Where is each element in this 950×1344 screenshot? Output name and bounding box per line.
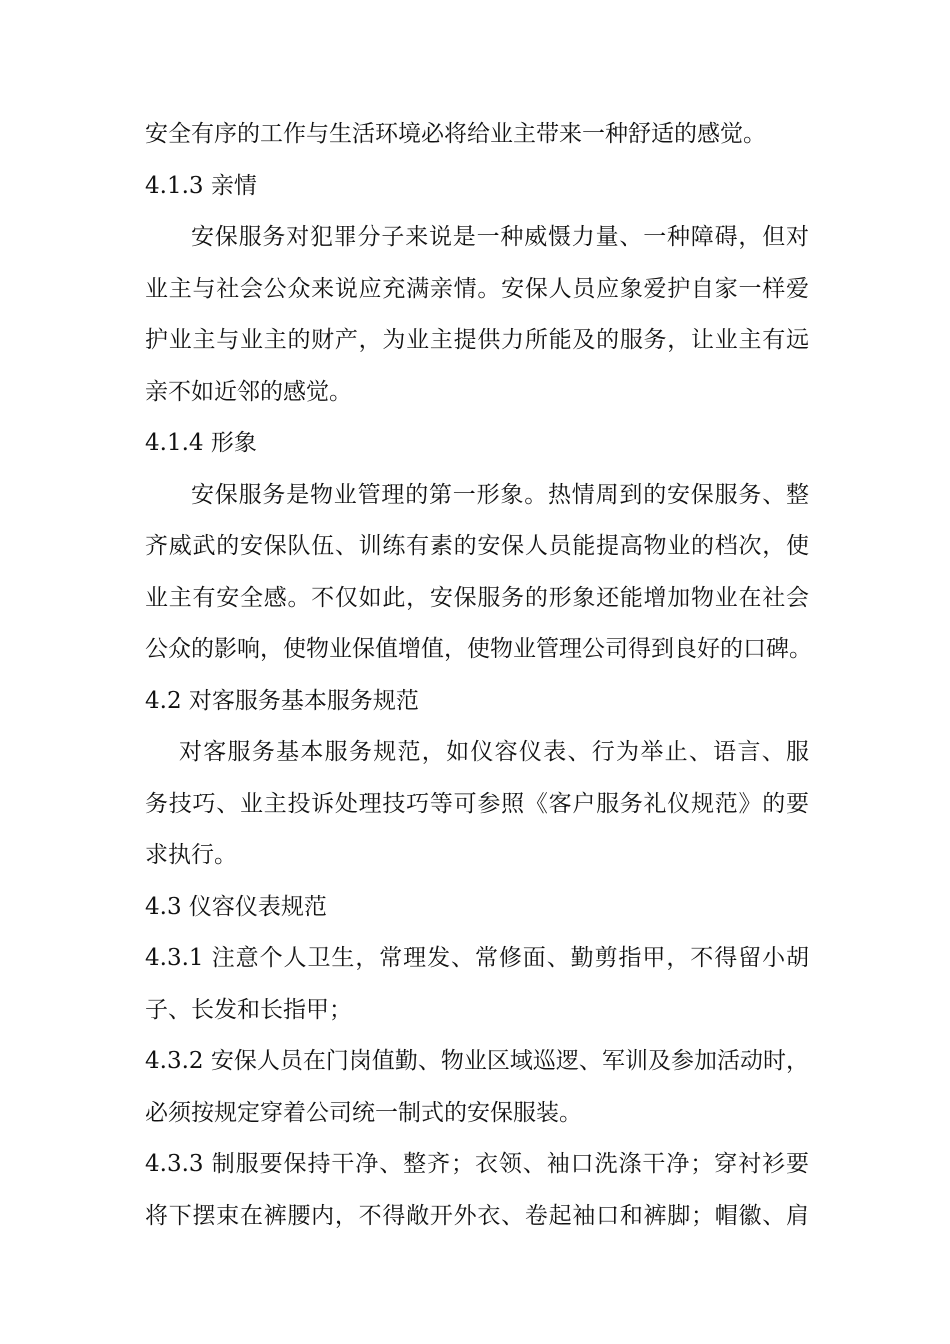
- paragraph-line: 4.3.3 制服要保持干净、整齐；衣领、袖口洗涤干净；穿衬衫要: [145, 1151, 809, 1177]
- paragraph-line: 对客服务基本服务规范，如仪容仪表、行为举止、语言、服: [179, 739, 809, 765]
- paragraph-line: 安全有序的工作与生活环境必将给业主带来一种舒适的感觉。: [145, 121, 766, 147]
- paragraph-line: 求执行。: [145, 842, 237, 868]
- paragraph-line: 将下摆束在裤腰内，不得敞开外衣、卷起袖口和裤脚；帽徽、肩: [145, 1202, 809, 1229]
- paragraph-line: 4.3.1 注意个人卫生，常理发、常修面、勤剪指甲，不得留小胡: [145, 945, 809, 971]
- paragraph-line: 业主与社会公众来说应充满亲情。安保人员应象爱护自家一样爱: [145, 275, 809, 302]
- paragraph-line: 子、长发和长指甲；: [145, 996, 352, 1023]
- paragraph-line: 业主有安全感。不仅如此，安保服务的形象还能增加物业在社会: [145, 584, 809, 611]
- paragraph-line: 必须按规定穿着公司统一制式的安保服装。: [145, 1099, 582, 1126]
- section-heading-4-2: 4.2 对客服务基本服务规范: [145, 687, 419, 714]
- paragraph-line: 护业主与业主的财产，为业主提供力所能及的服务，让业主有远: [145, 327, 809, 353]
- section-heading-4-1-4: 4.1.4 形象: [145, 430, 257, 456]
- paragraph-line: 安保服务对犯罪分子来说是一种威慑力量、一种障碍，但对: [191, 224, 809, 250]
- section-heading-4-3: 4.3 仪容仪表规范: [145, 893, 327, 920]
- paragraph-line: 4.3.2 安保人员在门岗值勤、物业区域巡逻、军训及参加活动时，: [145, 1048, 809, 1074]
- document-page: [145, 112, 812, 1245]
- paragraph-line: 公众的影响，使物业保值增值，使物业管理公司得到良好的口碑。: [145, 636, 812, 662]
- paragraph-line: 亲不如近邻的感觉。: [145, 378, 352, 405]
- paragraph-line: 务技巧、业主投诉处理技巧等可参照《客户服务礼仪规范》的要: [145, 790, 809, 817]
- paragraph-line: 安保服务是物业管理的第一形象。热情周到的安保服务、整: [191, 481, 809, 508]
- paragraph-line: 齐威武的安保队伍、训练有素的安保人员能提高物业的档次，使: [145, 533, 809, 559]
- section-heading-4-1-3: 4.1.3 亲情: [145, 172, 257, 199]
